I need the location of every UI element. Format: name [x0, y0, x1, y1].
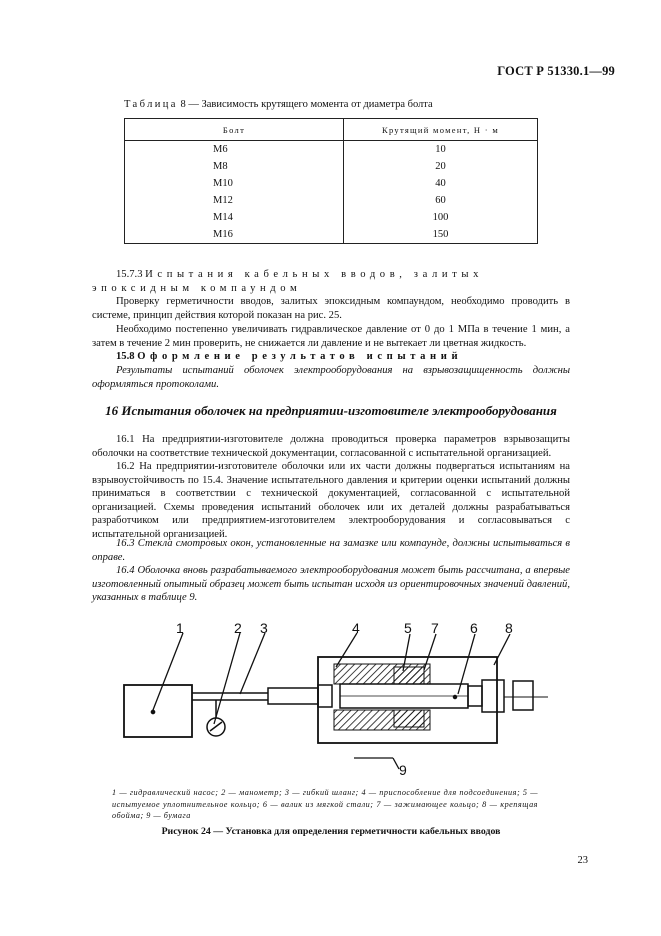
- cell-torque: 60: [344, 192, 538, 209]
- table-caption-prefix: Таблица: [124, 99, 178, 110]
- figure-label: 3: [260, 620, 268, 636]
- figure-legend: 1 — гидравлический насос; 2 — манометр; 3 — гибкий шланг; 4 — приспособление для подсоединения; 5 — испытуемое уплотнительное кольцо; 6 — валик из мягкой стали; 7 — зажимающее кольцо; 8 — крепящая обойма; 9 — бумага: [112, 788, 538, 820]
- figure-label: 7: [431, 620, 439, 636]
- hose: [268, 688, 318, 704]
- figure-label: 6: [470, 620, 478, 636]
- section-number: 15.8: [116, 351, 138, 362]
- document-id: ГОСТ Р 51330.1—99: [497, 64, 615, 78]
- paragraph: 16.3 Стекла смотровых окон, установленные на замазке или компаунде, должны испытываться в оправе.: [92, 538, 570, 563]
- column-header-torque: Крутящий момент, Н · м: [344, 119, 538, 141]
- cell-bolt: M10: [125, 175, 344, 192]
- pump-box: [124, 685, 192, 737]
- cell-torque: 150: [344, 226, 538, 244]
- cell-torque: 10: [344, 141, 538, 159]
- paragraph: 16.1 На предприятии-изготовителе должна проводиться проверка параметров взрывозащиты оболочки на соответствие технической документации, согласованной с испытательной организацией.: [92, 434, 570, 459]
- figure-label: 5: [404, 620, 412, 636]
- cell-torque: 100: [344, 209, 538, 226]
- cell-bolt: M14: [125, 209, 344, 226]
- figure-label: 4: [352, 620, 360, 636]
- cell-bolt: M6: [125, 141, 344, 159]
- figure-label: 2: [234, 620, 242, 636]
- table-caption-text: 8 — Зависимость крутящего момента от диаметра болта: [177, 99, 433, 110]
- page-number: 23: [577, 855, 588, 866]
- cell-bolt: M16: [125, 226, 344, 244]
- figure-label: 1: [176, 620, 184, 636]
- section-number: 15.7.3: [116, 269, 146, 280]
- section-title: Оформление результатов испытаний: [137, 351, 463, 362]
- paragraph: 16.2 На предприятии-изготовителе оболочки или их части должны подвергаться испытаниям на взрывоустойчивость по 15.4. Значение испытательного давления и критерии оценки испытаний должны приниматься в соответствии с технической документацией, согласованной с испытательной организацией. Схемы проведения испытаний оболочек или их деталей должны разрабатываться разработчиком или предприятием-изготовителем электрооборудования и согласовываться с испытательной организацией.: [92, 461, 570, 540]
- paragraph: Необходимо постепенно увеличивать гидравлическое давление от 0 до 1 МПа в течение 1 мин, а затем в течение 2 мин проверить, не снижается ли давление и не вытекает ли цветная жидкость.: [92, 324, 570, 349]
- paragraph: Проверку герметичности вводов, залитых эпоксидным компаундом, необходимо проводить в системе, принцип действия которой показан на рис. 25.: [92, 296, 570, 321]
- figure-label: 8: [505, 620, 513, 636]
- cell-torque: 20: [344, 158, 538, 175]
- figure-label: 9: [399, 762, 407, 778]
- cell-torque: 40: [344, 175, 538, 192]
- section-title: Испытания кабельных вводов, залитых эпоксидным компаундом: [92, 269, 483, 294]
- cell-bolt: M8: [125, 158, 344, 175]
- column-header-bolt: Болт: [125, 119, 344, 141]
- paragraph: Результаты испытаний оболочек электрооборудования на взрывозащищенность должны оформляться протоколами.: [92, 365, 570, 390]
- cell-bolt: M12: [125, 192, 344, 209]
- figure-caption: Рисунок 24 — Установка для определения герметичности кабельных вводов: [161, 826, 501, 837]
- section-16-heading: 16 Испытания оболочек на предприятии-изготовителе электрооборудования: [105, 403, 557, 418]
- paragraph: 16.4 Оболочка вновь разрабатываемого электрооборудования может быть рассчитана, а впервые изготовленный опытный образец может быть испытан исходя из ориентировочных значений давлений, указанных в таблице 9.: [92, 565, 570, 604]
